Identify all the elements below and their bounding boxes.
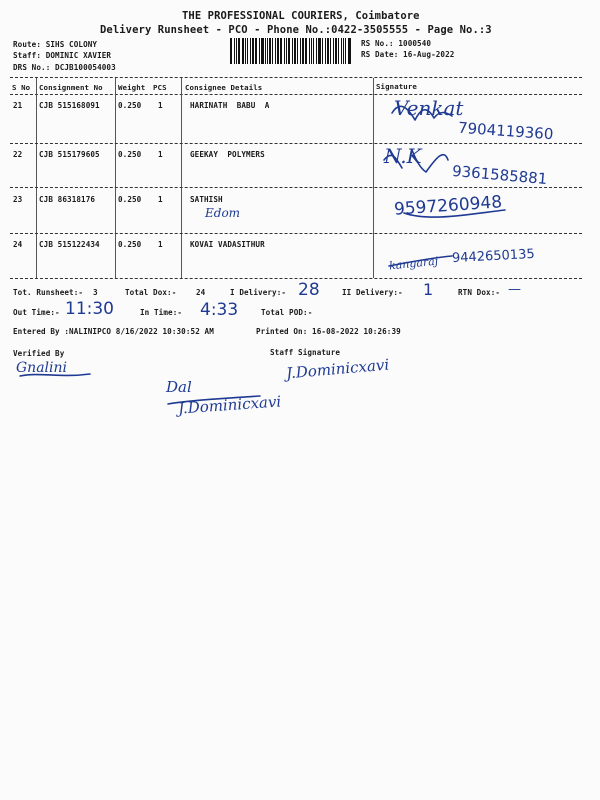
verified-by-label: Verified By [13, 349, 65, 358]
route: Route: SIHS COLONY [13, 40, 98, 49]
company-name: THE PROFESSIONAL COURIERS, Coimbatore [182, 10, 420, 22]
rs-number: RS No.: 1000540 [361, 39, 432, 48]
col-header-sno: S No [12, 83, 31, 92]
printed-on: Printed On: 16-08-2022 10:26:39 [256, 327, 401, 336]
row-sno: 23 [13, 195, 23, 204]
entered-by: Entered By :NALINIPCO 8/16/2022 10:30:52 AM [13, 327, 214, 336]
dal-note: Dal [166, 378, 192, 396]
col-header-signature: Signature [376, 82, 417, 91]
row-signature: N.K [384, 144, 422, 168]
total-dox-value: 24 [196, 288, 206, 297]
row-weight: 0.250 [118, 195, 142, 204]
row-consignee: HARINATH BABU A [190, 101, 270, 110]
i-delivery-value: 28 [298, 280, 320, 300]
tot-runsheet-label: Tot. Runsheet:- [13, 288, 84, 297]
row-phone: 9442650135 [451, 246, 536, 267]
total-dox-label: Total Dox:- [125, 288, 177, 297]
rs-date: RS Date: 16-Aug-2022 [361, 50, 455, 59]
in-time-value: 4:33 [200, 300, 239, 320]
row-pcs: 1 [158, 240, 163, 249]
rtn-dox-value: — [508, 282, 521, 297]
row-consignment: CJB 515168091 [39, 101, 100, 110]
row-phone: 9361585881 [451, 161, 549, 189]
row-sno: 24 [13, 240, 23, 249]
row-sno: 22 [13, 150, 23, 159]
row-pcs: 1 [158, 101, 163, 110]
runsheet-title: Delivery Runsheet - PCO - Phone No.:0422-3505555 - Page No.:3 [100, 24, 492, 36]
row-consignee: SATHISH [190, 195, 223, 204]
staff-signature-label: Staff Signature [270, 348, 341, 357]
rtn-dox-label: RTN Dox:- [458, 288, 501, 297]
row-phone: 7904119360 [457, 118, 554, 144]
row-signature: kangaraj [388, 254, 439, 273]
tot-runsheet-value: 3 [93, 288, 98, 297]
row-weight: 0.250 [118, 150, 142, 159]
staff-signature: J.Dominicxavi [285, 355, 390, 383]
out-time-label: Out Time:- [13, 308, 60, 317]
ii-delivery-value: 1 [423, 280, 434, 299]
row-phone: 9597260948 [393, 192, 503, 220]
ii-delivery-label: II Delivery:- [342, 288, 403, 297]
row-pcs: 1 [158, 195, 163, 204]
drs-number: DRS No.: DCJB100054003 [13, 63, 116, 72]
row-signature: Venkat [394, 96, 464, 120]
verified-signature: Gnalini [16, 360, 67, 376]
row-weight: 0.250 [118, 101, 142, 110]
i-delivery-label: I Delivery:- [230, 288, 287, 297]
col-header-consignment: Consignment No [39, 83, 103, 92]
col-header-pcs: PCS [153, 83, 167, 92]
row-note: Edom [205, 206, 241, 220]
row-sno: 21 [13, 101, 23, 110]
row-consignment: CJB 86318176 [39, 195, 96, 204]
col-header-weight: Weight [118, 83, 146, 92]
in-time-label: In Time:- [140, 308, 183, 317]
row-consignee: KOVAI VADASITHUR [190, 240, 265, 249]
row-weight: 0.250 [118, 240, 142, 249]
row-pcs: 1 [158, 150, 163, 159]
total-pod-label: Total POD:- [261, 308, 313, 317]
row-consignment: CJB 515179605 [39, 150, 100, 159]
row-consignee: GEEKAY POLYMERS [190, 150, 265, 159]
staff-signature-second: J.Dominicxavi [177, 392, 282, 418]
out-time-value: 11:30 [65, 299, 114, 319]
row-consignment: CJB 515122434 [39, 240, 100, 249]
col-header-consignee: Consignee Details [185, 83, 263, 92]
staff: Staff: DOMINIC XAVIER [13, 51, 112, 60]
